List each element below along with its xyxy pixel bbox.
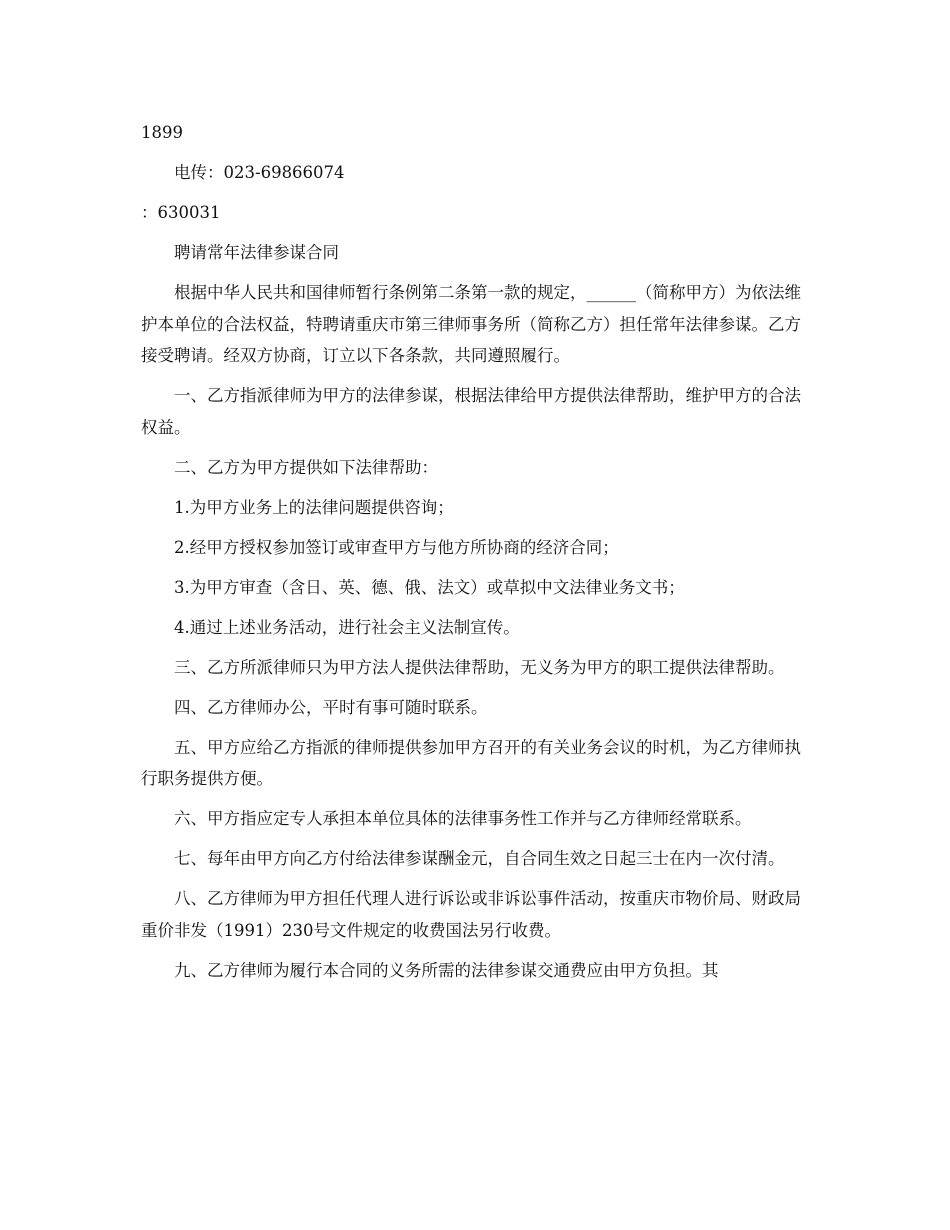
contract-title: 聘请常年法律参谋合同: [174, 243, 339, 262]
document-body: [141, 117, 801, 995]
clause-2-item-1: 1.为甲方业务上的法律问题提供咨询；: [174, 497, 454, 517]
clause-1-paragraph: 一、乙方指派律师为甲方的法律参谋，根据法律给甲方提供法律帮助，维护甲方的合法权益。: [141, 386, 801, 437]
clause-2-paragraph: 二、乙方为甲方提供如下法律帮助：: [174, 457, 438, 477]
clause-2-item-3: 3.为甲方审查（含日、英、德、俄、法文）或草拟中文法律业务文书；: [174, 577, 685, 597]
clause-3-paragraph: 三、乙方所派律师只为甲方法人提供法律帮助，无义务为甲方的职工提供法律帮助。: [174, 657, 785, 677]
clause-7-paragraph: 七、每年由甲方向乙方付给法律参谋酬金元，自合同生效之日起三士在内一次付清。: [174, 849, 785, 868]
clause-5-paragraph: 五、甲方应给乙方指派的律师提供参加甲方召开的有关业务会议的时机，为乙方律师执行职务提供方便。: [141, 737, 801, 788]
clause-6-paragraph: 六、甲方指应定专人承担本单位具体的法律事务性工作并与乙方律师经常联系。: [174, 809, 752, 828]
clause-2-item-4: 4.通过上述业务活动，进行社会主义法制宣传。: [174, 617, 520, 637]
clause-4-paragraph: 四、乙方律师办公，平时有事可随时联系。: [174, 697, 488, 717]
clause-9-paragraph: 九、乙方律师为履行本合同的义务所需的法律参谋交通费应由甲方负担。其: [174, 960, 719, 980]
clause-8-paragraph: 八、乙方律师为甲方担任代理人进行诉讼或非诉讼事件活动，按重庆市物价局、财政局重价非发（1991）230号文件规定的收费国法另行收费。: [141, 889, 801, 940]
postbox-line: 1899: [141, 123, 183, 142]
fax-line: 电传：023-69866074: [174, 163, 345, 182]
postcode-line: ：630031: [141, 203, 221, 222]
clause-2-item-2: 2.经甲方授权参加签订或审查甲方与他方所协商的经济合同；: [174, 537, 619, 557]
preamble-paragraph: 根据中华人民共和国律师暂行条例第二条第一款的规定，______（简称甲方）为依法维护本单位的合法权益，特聘请重庆市第三律师事务所（简称乙方）担任常年法律参谋。乙方接受聘请。经双方协商，订立以下各条款，共同遵照履行。: [141, 283, 801, 365]
